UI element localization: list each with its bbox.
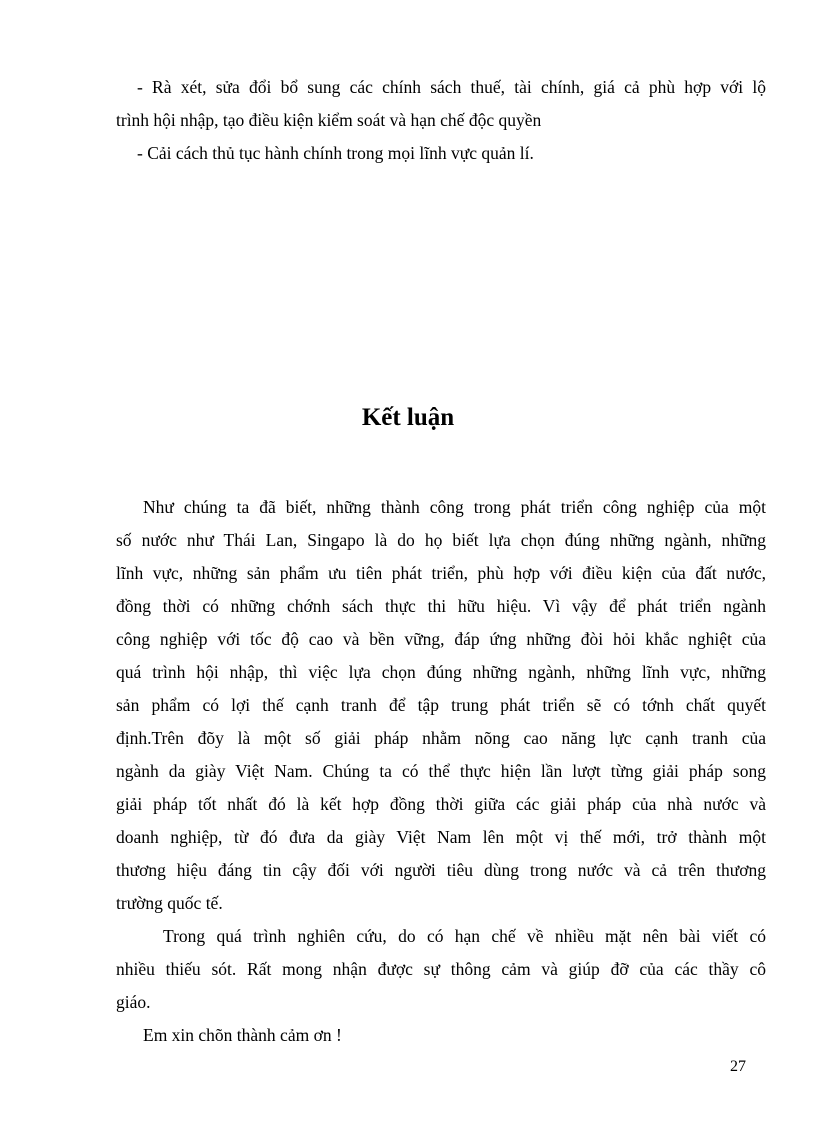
paragraph-1-line-9: ngành da giày Việt Nam. Chúng ta có thể thực hiện lần lượt từng giải pháp song xyxy=(116,761,766,781)
paragraph-2-line-1: Trong quá trình nghiên cứu, do có hạn chế về nhiều mặt nên bài viết có xyxy=(163,926,766,946)
paragraph-1-line-12: thương hiệu đáng tin cậy đối với người tiêu dùng trong nước và cả trên thương xyxy=(116,860,766,880)
paragraph-1-line-13: trường quốc tế. xyxy=(116,893,223,913)
paragraph-1-line-4: đồng thời có những chớnh sách thực thi hữu hiệu. Vì vậy để phát triển ngành xyxy=(116,596,766,616)
paragraph-2-line-2: nhiều thiếu sót. Rất mong nhận được sự thông cảm và giúp đỡ của các thầy cô xyxy=(116,959,766,979)
paragraph-1-line-2: số nước như Thái Lan, Singapo là do họ biết lựa chọn đúng những ngành, những xyxy=(116,530,766,550)
paragraph-2-line-3: giáo. xyxy=(116,992,151,1012)
paragraph-1-line-1: Như chúng ta đã biết, những thành công trong phát triển công nghiệp của một xyxy=(143,497,766,517)
bullet-1-line-1: - Rà xét, sửa đổi bổ sung các chính sách thuế, tài chính, giá cả phù hợp với lộ xyxy=(137,77,766,97)
paragraph-1-line-5: công nghiệp với tốc độ cao và bền vững, đáp ứng những đòi hỏi khắc nghiệt của xyxy=(116,629,766,649)
bullet-2-line-1: - Cải cách thủ tục hành chính trong mọi lĩnh vực quản lí. xyxy=(137,143,534,163)
paragraph-1-line-3: lĩnh vực, những sản phẩm ưu tiên phát triển, phù hợp với điều kiện của đất nước, xyxy=(116,563,766,583)
bullet-1-line-2: trình hội nhập, tạo điều kiện kiểm soát và hạn chế độc quyền xyxy=(116,110,542,130)
conclusion-title: Kết luận xyxy=(361,404,455,431)
paragraph-1-line-8: định.Trên đõy là một số giải pháp nhằm nõng cao năng lực cạnh tranh của xyxy=(116,728,766,748)
paragraph-1-line-11: doanh nghiệp, từ đó đưa da giày Việt Nam lên một vị thế mới, trở thành một xyxy=(116,827,766,847)
closing-line: Em xin chõn thành cảm ơn ! xyxy=(143,1025,342,1045)
page-number: 27 xyxy=(730,1058,746,1075)
paragraph-1-line-6: quá trình hội nhập, thì việc lựa chọn đúng những ngành, những lĩnh vực, những xyxy=(116,662,766,682)
paragraph-1-line-7: sản phẩm có lợi thế cạnh tranh để tập trung phát triển sẽ có tớnh chất quyết xyxy=(116,695,766,715)
paragraph-1-line-10: giải pháp tốt nhất đó là kết hợp đồng thời giữa các giải pháp của nhà nước và xyxy=(116,794,766,814)
